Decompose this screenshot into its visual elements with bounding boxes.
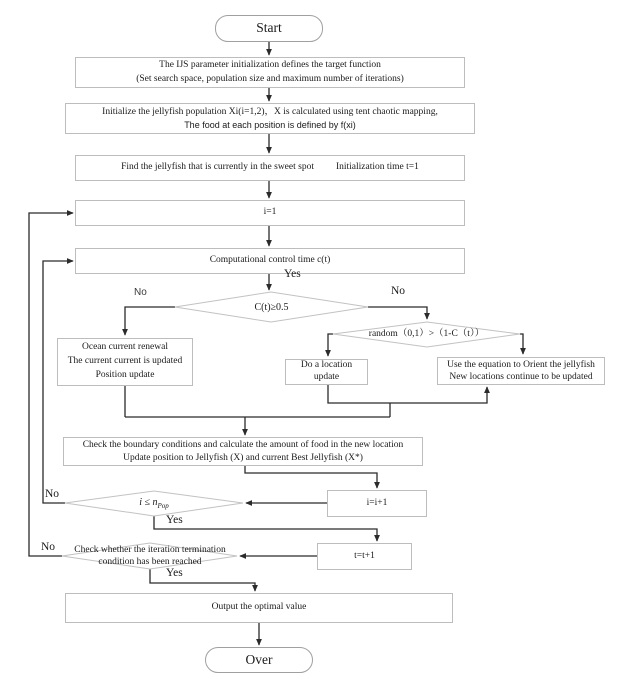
i-init-label: i=1 — [263, 207, 277, 218]
output-box — [65, 593, 453, 623]
ocean-current-line2: The current current is updated — [67, 356, 183, 367]
start-terminal — [215, 15, 323, 42]
decision-termination-diamond-shape — [62, 543, 237, 569]
init-time-text: Initialization time t=1 — [335, 162, 419, 173]
no-label-ct-left: No — [134, 287, 147, 298]
check-boundary-line2: Update position to Jellyfish (X) and current Best Jellyfish (X*) — [123, 452, 363, 463]
orient-jellyfish-line2: New locations continue to be updated — [449, 372, 593, 382]
no-label-npop: No — [45, 488, 60, 500]
init-population-line2: The food at each position is defined by f(xi) — [184, 119, 356, 130]
i-increment-label: i=i+1 — [366, 497, 388, 508]
edge-npop-yes-to-tplus — [154, 516, 377, 541]
decision-random-diamond-shape — [333, 322, 520, 347]
no-label-ct-right: No — [391, 285, 406, 297]
decision-termination-label: Check whether the iteration termination condition has been reached — [74, 544, 226, 567]
edge-decision-ct-no-right — [368, 307, 427, 319]
ocean-current-line3: Position update — [95, 369, 155, 380]
over-label: Over — [245, 651, 273, 667]
decision-ct-label: C(t)≥0.5 — [254, 301, 289, 313]
init-params-line2: (Set search space, population size and maximum number of iterations) — [136, 73, 404, 84]
orient-jellyfish-box — [437, 357, 605, 385]
ocean-current-box — [57, 338, 193, 386]
output-label: Output the optimal value — [211, 602, 307, 613]
location-update-line2: update — [313, 372, 340, 382]
check-boundary-line1: Check the boundary conditions and calculate the amount of food in the new location — [82, 439, 404, 450]
decision-npop-label: $i \le n_{Pop}$ — [139, 496, 169, 510]
edge-random-to-orient — [520, 334, 523, 354]
find-sweet-spot-box — [75, 155, 465, 181]
location-update-box — [285, 359, 368, 385]
control-time-box — [75, 248, 465, 274]
t-increment-box — [317, 543, 412, 570]
start-label: Start — [256, 20, 282, 36]
no-label-termination: No — [41, 541, 56, 553]
edge-check-to-iplus — [245, 466, 377, 488]
over-terminal — [205, 647, 313, 673]
t-increment-label: t=t+1 — [354, 550, 375, 561]
decision-random-label: random（0,1）>（1-C（t）） — [368, 329, 485, 340]
edge-decision-ct-no-left — [125, 307, 175, 335]
find-sweet-spot-text: Find the jellyfish that is currently in the sweet spot — [121, 162, 314, 173]
i-init-box — [75, 200, 465, 226]
orient-jellyfish-line1: Use the equation to Orient the jellyfish — [447, 359, 595, 370]
decision-ct-diamond-shape — [175, 292, 368, 322]
check-boundary-box — [63, 437, 423, 466]
yes-label-ct: Yes — [284, 268, 301, 280]
init-params-line1: The IJS parameter initialization defines the target function — [159, 60, 381, 71]
i-increment-box — [327, 490, 427, 517]
location-update-line1: Do a location — [300, 360, 353, 371]
yes-label-npop: Yes — [166, 514, 183, 526]
ocean-current-line1: Ocean current renewal — [82, 342, 168, 353]
init-params-box — [75, 57, 465, 88]
decision-npop-diamond-shape — [65, 491, 243, 516]
yes-label-termination: Yes — [166, 567, 183, 579]
control-time-label: Computational control time c(t) — [209, 255, 331, 266]
init-population-box — [65, 103, 475, 134]
edge-random-to-location — [328, 334, 333, 356]
init-population-line1: Initialize the jellyfish population Xi(i=1,2)，X is calculated using tent chaotic mapping, — [102, 106, 438, 117]
edge-location-to-orient-bottom — [328, 385, 487, 403]
